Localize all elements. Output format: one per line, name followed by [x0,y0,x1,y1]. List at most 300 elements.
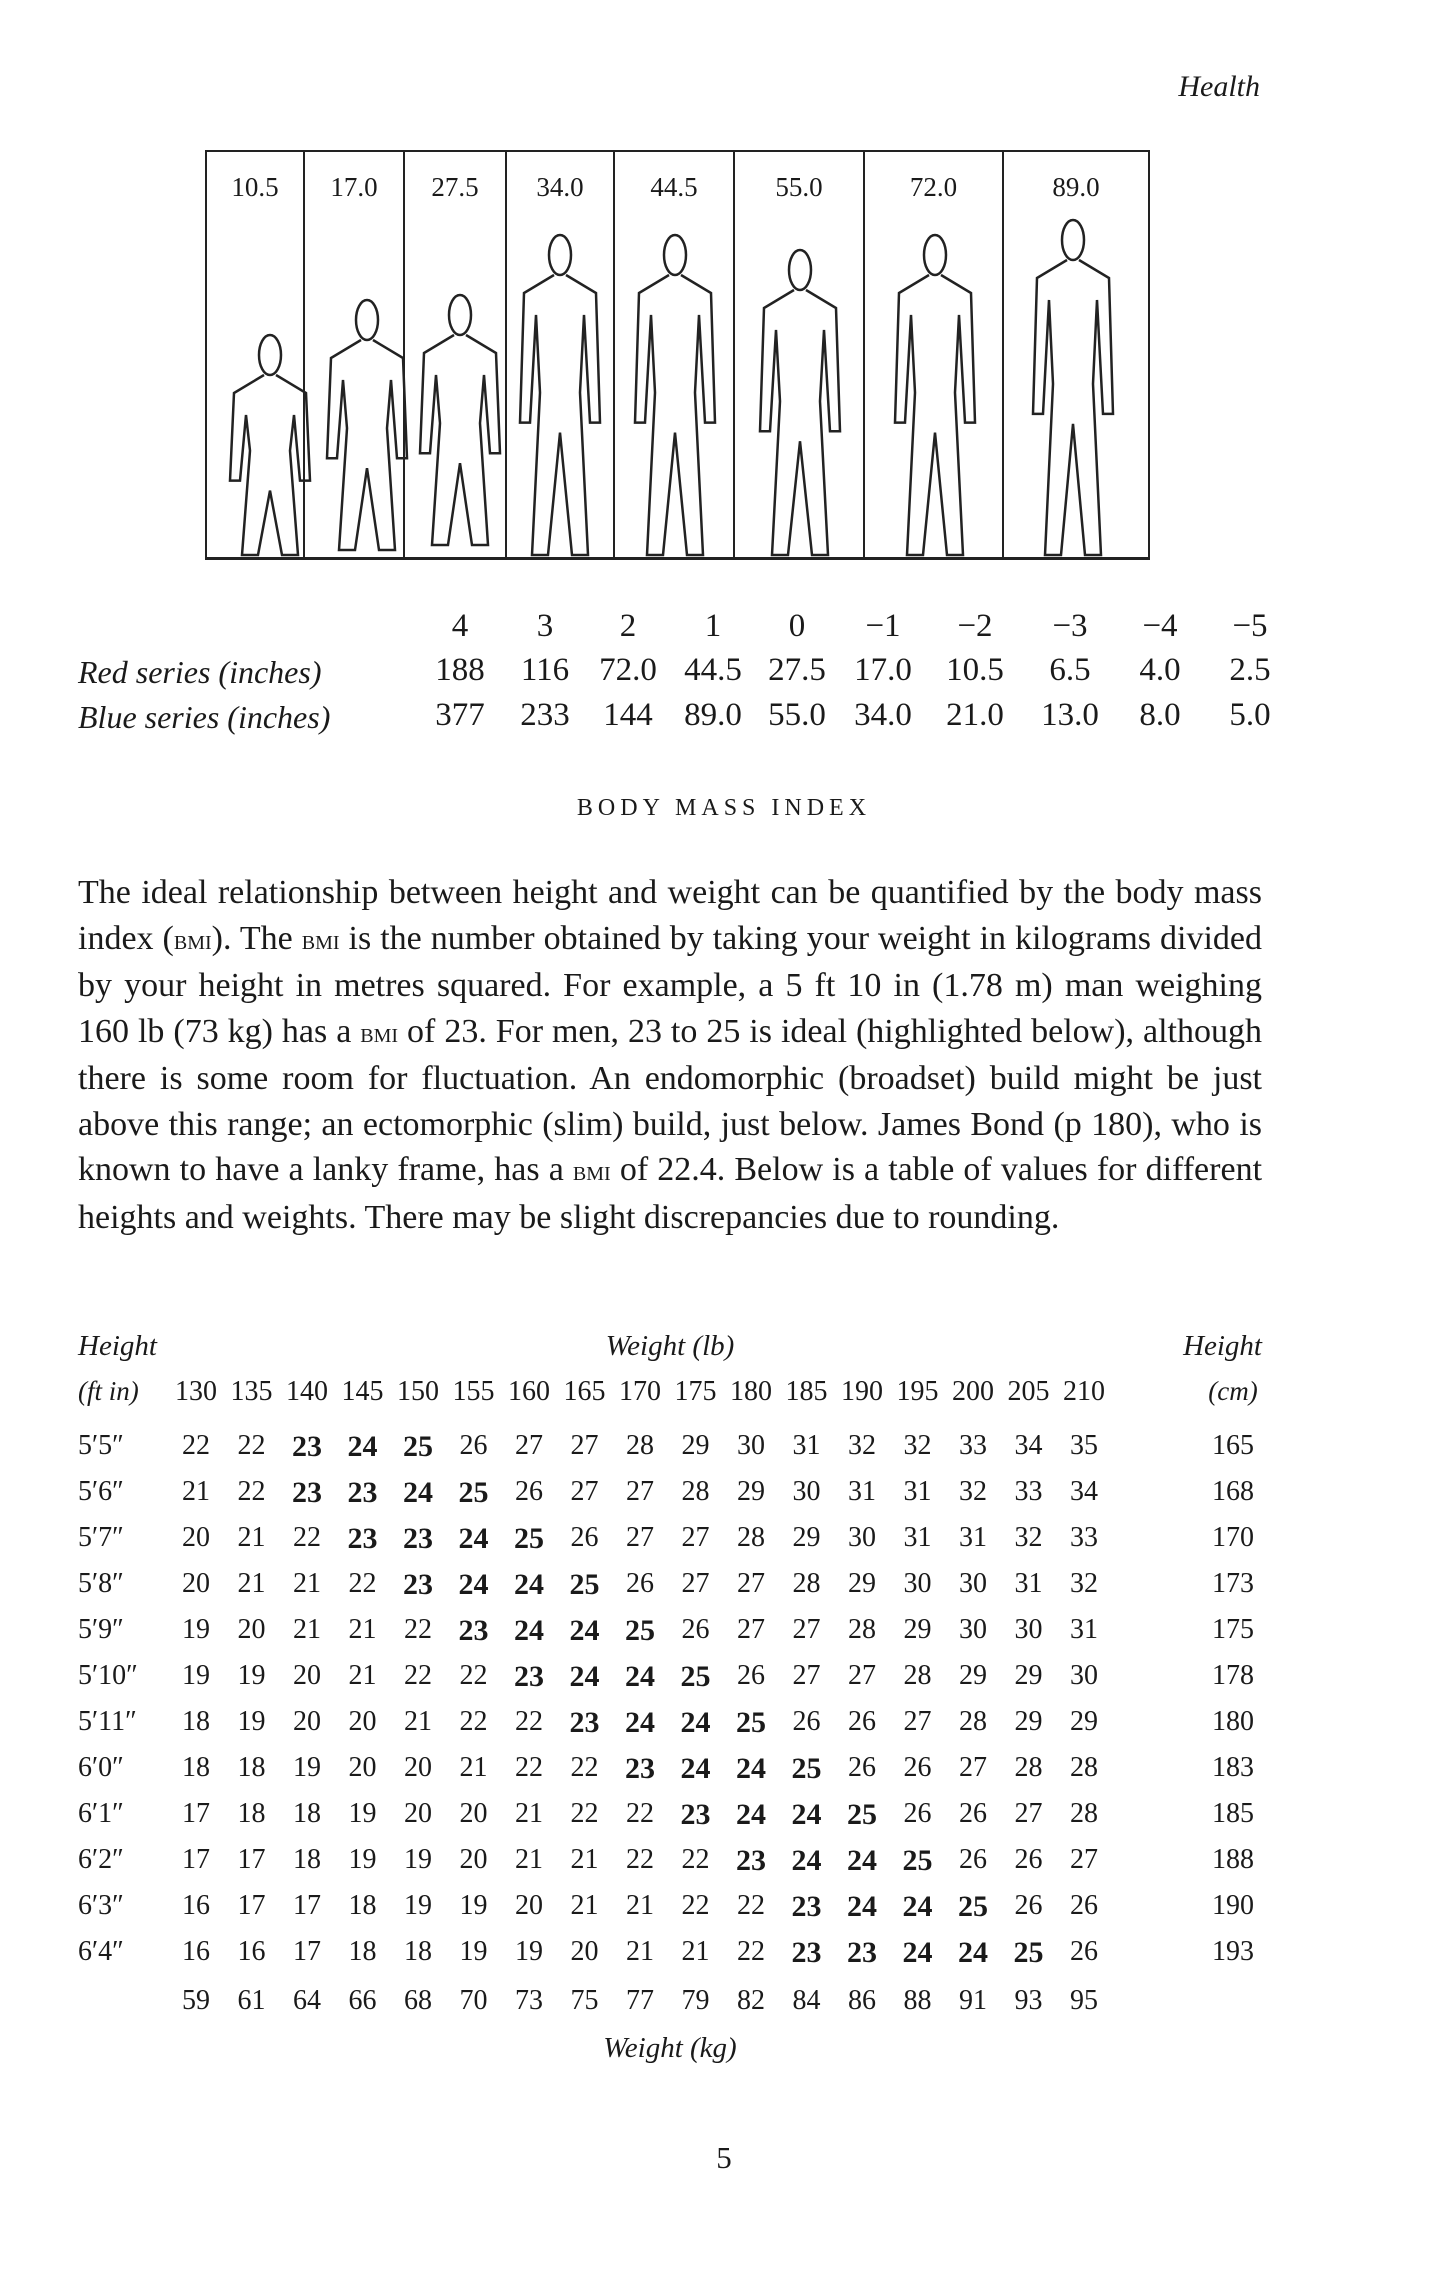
height-ft-in: 6′2″ [78,1844,124,1875]
bmi-value: 26 [848,1752,876,1783]
bmi-value: 19 [237,1706,266,1737]
bmi-value: 26 [848,1706,876,1737]
body-text-4: of 23. For men, 23 to 25 is ideal (highlighted below), although there is some room for fluctuation. An endomorphic (broadset) build might be just above this range; an ectomorphic (slim) build, just below. James Bond (p 180), who is known to have a lanky frame, has a [78,1012,1262,1188]
bmi-value: 26 [1014,1844,1043,1875]
weight-kg-footer: 59 [182,1985,210,2016]
bmi-value: 19 [293,1752,321,1783]
height-cm: 178 [1212,1660,1254,1691]
bmi-value: 31 [959,1522,987,1553]
body-text-3: is the number obtained by taking your weight in kilograms divided by your height in metres squared. For example, a 5 ft 10 in (1.78 m) man weighing 160 lb (73 kg) has a [78,919,1263,1050]
bmi-value: 29 [959,1660,987,1691]
modulor-box-label: 34.0 [536,172,584,202]
bmi-value: 18 [237,1798,266,1829]
bmi-value: 21 [570,1890,599,1921]
bmi-value: 26 [459,1430,488,1461]
bmi-value: 24 [736,1798,766,1831]
weight-kg-footer: 64 [293,1985,321,2016]
body-text-5: of 22.4. Below is a table of values for different heights and weights. There may be slight discrepancies due to rounding. [78,1151,1263,1236]
bmi-value: 25 [1013,1936,1044,1969]
bmi-value: 29 [681,1430,710,1461]
modulor-box-label: 44.5 [650,172,698,202]
bmi-value: 23 [347,1476,378,1509]
modulor-human-figure [327,300,407,550]
bmi-value: 22 [404,1660,432,1691]
height-cm: 170 [1212,1522,1254,1553]
series-index: −5 [1232,608,1268,644]
height-ft-in: 5′6″ [78,1476,124,1507]
weight-lb-header: 130 [175,1376,217,1407]
blue-series-value: 377 [435,697,485,733]
series-index: −1 [865,608,901,644]
weight-lb-header: 135 [230,1376,273,1407]
red-series-value: 2.5 [1229,652,1271,688]
bmi-value: 25 [902,1844,933,1877]
weight-kg-footer: 84 [792,1985,821,2016]
height-cm: 188 [1212,1844,1254,1875]
modulor-box-label: 55.0 [775,172,823,202]
bmi-value: 21 [681,1936,710,1967]
weight-kg-footer: 79 [681,1985,710,2016]
footer-weight-kg: Weight (kg) [603,2032,737,2064]
blue-series-value: 144 [603,697,653,733]
bmi-value: 31 [1070,1614,1098,1645]
bmi-value: 25 [569,1568,600,1601]
bmi-value: 28 [792,1568,821,1599]
body-text-2: ). The [211,919,302,957]
red-series-value: 116 [520,652,570,688]
height-ft-in: 5′5″ [78,1430,124,1461]
modulor-human-figure [230,335,310,555]
weight-kg-footer: 88 [903,1985,932,2016]
bmi-value: 31 [848,1476,876,1507]
bmi-value: 23 [403,1568,433,1601]
header-height-right: Height [1183,1330,1262,1362]
bmi-value: 16 [182,1936,210,1967]
bmi-value: 27 [848,1660,876,1691]
weight-lb-header: 170 [619,1376,661,1407]
bmi-value: 31 [903,1476,932,1507]
bmi-table [0,1330,1448,2070]
bmi-value: 24 [680,1706,711,1739]
bmi-value: 18 [348,1936,377,1967]
bmi-value: 19 [348,1798,377,1829]
bmi-value: 20 [348,1706,377,1737]
weight-kg-footer: 86 [848,1985,876,2016]
modulor-human-figure [635,235,715,555]
bmi-value: 19 [459,1936,488,1967]
height-ft-in: 6′4″ [78,1936,124,1967]
bmi-value: 24 [569,1614,600,1647]
bmi-value: 25 [958,1890,988,1923]
bmi-value: 27 [903,1706,932,1737]
bmi-value: 24 [847,1844,877,1877]
weight-lb-header: 205 [1007,1376,1050,1407]
bmi-value: 24 [791,1798,822,1831]
unit-ft-in: (ft in) [78,1376,139,1406]
weight-lb-header: 200 [952,1376,994,1407]
bmi-value: 25 [514,1522,544,1555]
bmi-value: 30 [792,1476,821,1507]
modulor-human-figure [1033,220,1113,555]
red-series-value: 10.5 [946,652,1004,688]
figure-baseline [205,557,1150,560]
series-index: −4 [1142,608,1178,644]
bmi-value: 24 [514,1568,544,1601]
bmi-value: 20 [182,1568,210,1599]
bmi-value: 19 [237,1660,266,1691]
blue-series-value: 89.0 [684,697,742,733]
bmi-value: 24 [902,1890,933,1923]
bmi-value: 19 [182,1660,210,1691]
height-ft-in: 5′11″ [78,1706,137,1737]
height-cm: 165 [1212,1430,1254,1461]
bmi-value: 23 [292,1476,322,1509]
bmi-value: 24 [625,1660,655,1693]
blue-series-value: 8.0 [1139,697,1181,733]
bmi-value: 28 [1070,1752,1098,1783]
bmi-value: 20 [515,1890,543,1921]
bmi-value: 19 [404,1890,432,1921]
height-cm: 183 [1212,1752,1254,1783]
bmi-value: 23 [680,1798,711,1831]
bmi-value: 25 [736,1706,766,1739]
bmi-value: 17 [237,1844,266,1875]
bmi-value: 20 [348,1752,377,1783]
bmi-value: 25 [625,1614,655,1647]
series-index: 3 [536,608,554,644]
bmi-value: 22 [293,1522,321,1553]
height-ft-in: 6′0″ [78,1752,124,1783]
bmi-value: 18 [293,1844,321,1875]
red-series-label: Red series (inches) [78,654,322,690]
bmi-value: 30 [737,1430,765,1461]
bmi-value: 23 [292,1430,322,1463]
bmi-value: 17 [237,1890,266,1921]
bmi-value: 23 [514,1660,544,1693]
bmi-value: 29 [1014,1660,1043,1691]
modulor-box-label: 10.5 [231,172,279,202]
bmi-value: 21 [293,1614,321,1645]
weight-lb-header: 140 [286,1376,328,1407]
modulor-human-figure [895,235,975,555]
bmi-value: 25 [791,1752,822,1785]
weight-lb-header: 190 [841,1376,883,1407]
blue-series-value: 13.0 [1041,697,1099,733]
bmi-value: 18 [237,1752,266,1783]
bmi-value: 21 [182,1476,210,1507]
bmi-value: 30 [1070,1660,1098,1691]
bmi-value: 21 [293,1568,321,1599]
bmi-value: 27 [1070,1844,1098,1875]
bmi-value: 21 [459,1752,488,1783]
bmi-value: 27 [515,1430,543,1461]
bmi-value: 19 [348,1844,377,1875]
height-cm: 190 [1212,1890,1254,1921]
bmi-value: 18 [404,1936,432,1967]
height-cm: 173 [1212,1568,1254,1599]
height-ft-in: 5′7″ [78,1522,124,1553]
bmi-value: 22 [570,1798,599,1829]
bmi-value: 23 [458,1614,489,1647]
bmi-value: 18 [348,1890,377,1921]
bmi-value: 26 [681,1614,710,1645]
bmi-abbr: bmi [572,1155,611,1187]
height-cm: 193 [1212,1936,1254,1967]
height-ft-in: 6′1″ [78,1798,124,1829]
red-series-value: 27.5 [768,652,826,688]
modulor-human-figure [520,235,600,555]
height-cm: 175 [1212,1614,1254,1645]
bmi-value: 20 [237,1614,266,1645]
weight-lb-header: 165 [563,1376,606,1407]
unit-cm: (cm) [1208,1376,1258,1406]
bmi-value: 32 [959,1476,987,1507]
bmi-value: 20 [293,1706,321,1737]
bmi-value: 22 [182,1430,210,1461]
bmi-value: 28 [737,1522,765,1553]
weight-kg-footer: 75 [570,1985,599,2016]
bmi-value: 22 [626,1798,654,1829]
bmi-value: 26 [1070,1936,1098,1967]
bmi-value: 33 [1070,1522,1098,1553]
blue-series-value: 55.0 [768,697,826,733]
bmi-value: 29 [848,1568,876,1599]
bmi-value: 28 [681,1476,710,1507]
bmi-value: 23 [791,1936,822,1969]
bmi-value: 20 [182,1522,210,1553]
weight-lb-header: 210 [1063,1376,1105,1407]
bmi-value: 32 [1014,1522,1043,1553]
bmi-value: 24 [458,1568,489,1601]
bmi-value: 24 [791,1844,822,1877]
bmi-value: 26 [1070,1890,1098,1921]
bmi-value: 22 [459,1706,488,1737]
bmi-value: 23 [569,1706,600,1739]
bmi-value: 22 [404,1614,432,1645]
section-heading: BODY MASS INDEX [576,795,872,821]
bmi-value: 24 [736,1752,766,1785]
bmi-value: 27 [737,1568,765,1599]
bmi-value: 22 [737,1936,765,1967]
bmi-value: 24 [403,1476,433,1509]
bmi-value: 27 [626,1476,654,1507]
bmi-value: 23 [736,1844,766,1877]
bmi-value: 35 [1070,1430,1098,1461]
bmi-abbr: bmi [301,923,340,956]
weight-lb-header: 175 [674,1376,717,1407]
bmi-value: 29 [1014,1706,1043,1737]
page-number: 5 [716,2140,732,2175]
bmi-value: 23 [791,1890,822,1923]
weight-kg-footer: 61 [237,1985,266,2016]
bmi-value: 20 [293,1660,321,1691]
bmi-value: 17 [182,1844,210,1875]
series-index: 4 [451,608,469,644]
bmi-value: 22 [737,1890,765,1921]
series-index: 2 [619,608,637,644]
bmi-value: 26 [737,1660,765,1691]
blue-series-value: 21.0 [946,697,1004,733]
bmi-value: 28 [1014,1752,1043,1783]
weight-kg-footer: 95 [1070,1985,1098,2016]
modulor-box-label: 17.0 [330,172,378,202]
red-series-value: 17.0 [854,652,912,688]
bmi-value: 20 [459,1844,488,1875]
bmi-value: 31 [903,1522,932,1553]
bmi-value: 17 [293,1890,321,1921]
bmi-value: 31 [792,1430,821,1461]
blue-series-value: 5.0 [1229,697,1271,733]
bmi-value: 22 [570,1752,599,1783]
bmi-value: 28 [1070,1798,1098,1829]
bmi-value: 29 [1070,1706,1098,1737]
modulor-human-figure [420,295,500,545]
height-cm: 180 [1212,1706,1254,1737]
bmi-value: 16 [237,1936,266,1967]
bmi-value: 19 [459,1890,488,1921]
weight-kg-footer: 73 [515,1985,543,2016]
height-ft-in: 5′9″ [78,1614,124,1645]
bmi-value: 28 [959,1706,987,1737]
bmi-value: 21 [570,1844,599,1875]
bmi-value: 21 [626,1890,654,1921]
red-series-value: 44.5 [684,652,742,688]
bmi-value: 32 [903,1430,932,1461]
weight-kg-footer: 70 [459,1985,488,2016]
bmi-value: 22 [626,1844,654,1875]
bmi-value: 22 [237,1476,266,1507]
bmi-value: 23 [847,1936,877,1969]
red-series-value: 188 [435,652,485,688]
bmi-value: 18 [182,1706,210,1737]
weight-kg-footer: 91 [959,1985,987,2016]
bmi-value: 26 [570,1522,599,1553]
running-head: Health [1178,70,1260,103]
series-index: −2 [957,608,993,644]
bmi-value: 28 [626,1430,654,1461]
modulor-box-label: 72.0 [909,172,958,202]
bmi-value: 21 [626,1936,654,1967]
bmi-value: 30 [959,1614,987,1645]
bmi-value: 23 [347,1522,378,1555]
bmi-value: 33 [959,1430,987,1461]
bmi-value: 29 [903,1614,932,1645]
bmi-value: 20 [459,1798,488,1829]
bmi-value: 24 [902,1936,933,1969]
bmi-value: 26 [1014,1890,1043,1921]
bmi-value: 20 [404,1798,432,1829]
bmi-value: 24 [680,1752,711,1785]
bmi-value: 21 [348,1660,377,1691]
bmi-value: 24 [958,1936,988,1969]
bmi-value: 21 [515,1844,543,1875]
weight-kg-footer: 66 [348,1985,377,2016]
bmi-value: 21 [237,1568,266,1599]
bmi-value: 25 [403,1430,433,1463]
bmi-value: 26 [959,1798,987,1829]
bmi-value: 30 [903,1568,932,1599]
height-cm: 168 [1212,1476,1254,1507]
bmi-value: 26 [959,1844,987,1875]
bmi-value: 26 [903,1798,932,1829]
modulor-silhouettes [205,150,1150,560]
bmi-value: 16 [182,1890,210,1921]
bmi-abbr: bmi [173,923,212,956]
height-ft-in: 5′10″ [78,1660,138,1691]
bmi-value: 30 [848,1522,876,1553]
bmi-value: 19 [182,1614,210,1645]
bmi-value: 26 [792,1706,821,1737]
bmi-value: 21 [348,1614,377,1645]
weight-lb-header: 195 [896,1376,939,1407]
bmi-value: 26 [626,1568,654,1599]
bmi-value: 27 [681,1568,710,1599]
bmi-value: 27 [570,1430,599,1461]
weight-kg-footer: 77 [626,1985,654,2016]
bmi-value: 20 [404,1752,432,1783]
body-text-1: The ideal relationship between height and weight can be quantified by the body mass index ( [78,874,1262,957]
bmi-value: 17 [293,1936,321,1967]
bmi-value: 29 [737,1476,765,1507]
height-ft-in: 5′8″ [78,1568,124,1599]
weight-kg-footer: 68 [404,1985,432,2016]
bmi-value: 21 [404,1706,432,1737]
bmi-value: 27 [792,1660,821,1691]
bmi-value: 23 [403,1522,433,1555]
bmi-value: 20 [570,1936,599,1967]
bmi-value: 32 [1070,1568,1098,1599]
bmi-value: 22 [515,1752,543,1783]
bmi-value: 25 [847,1798,877,1831]
series-index: 1 [704,608,722,644]
bmi-value: 34 [1014,1430,1043,1461]
bmi-value: 22 [459,1660,488,1691]
bmi-value: 25 [458,1476,489,1509]
bmi-value: 21 [237,1522,266,1553]
bmi-value: 19 [404,1844,432,1875]
bmi-value: 24 [847,1890,877,1923]
blue-series-value: 233 [520,697,570,733]
body-paragraph [78,870,1262,1240]
bmi-value: 23 [625,1752,655,1785]
red-series-value: 72.0 [599,652,657,688]
bmi-value: 22 [237,1430,266,1461]
bmi-value: 31 [1014,1568,1043,1599]
bmi-value: 18 [182,1752,210,1783]
bmi-value: 24 [347,1430,378,1463]
bmi-value: 29 [792,1522,821,1553]
height-ft-in: 6′3″ [78,1890,124,1921]
weight-lb-header: 160 [508,1376,550,1407]
bmi-value: 22 [681,1844,710,1875]
blue-series-value: 34.0 [854,697,912,733]
bmi-value: 27 [959,1752,987,1783]
bmi-value: 18 [293,1798,321,1829]
weight-kg-footer: 82 [737,1985,765,2016]
series-index: −3 [1052,608,1088,644]
bmi-value: 27 [626,1522,654,1553]
bmi-value: 22 [515,1706,543,1737]
height-cm: 185 [1212,1798,1254,1829]
series-index: 0 [788,608,806,644]
bmi-value: 27 [792,1614,821,1645]
bmi-value: 27 [1014,1798,1043,1829]
blue-series-label: Blue series (inches) [78,699,331,735]
weight-lb-header: 155 [452,1376,495,1407]
bmi-value: 19 [515,1936,543,1967]
bmi-value: 28 [903,1660,932,1691]
header-height-left: Height [78,1330,157,1362]
